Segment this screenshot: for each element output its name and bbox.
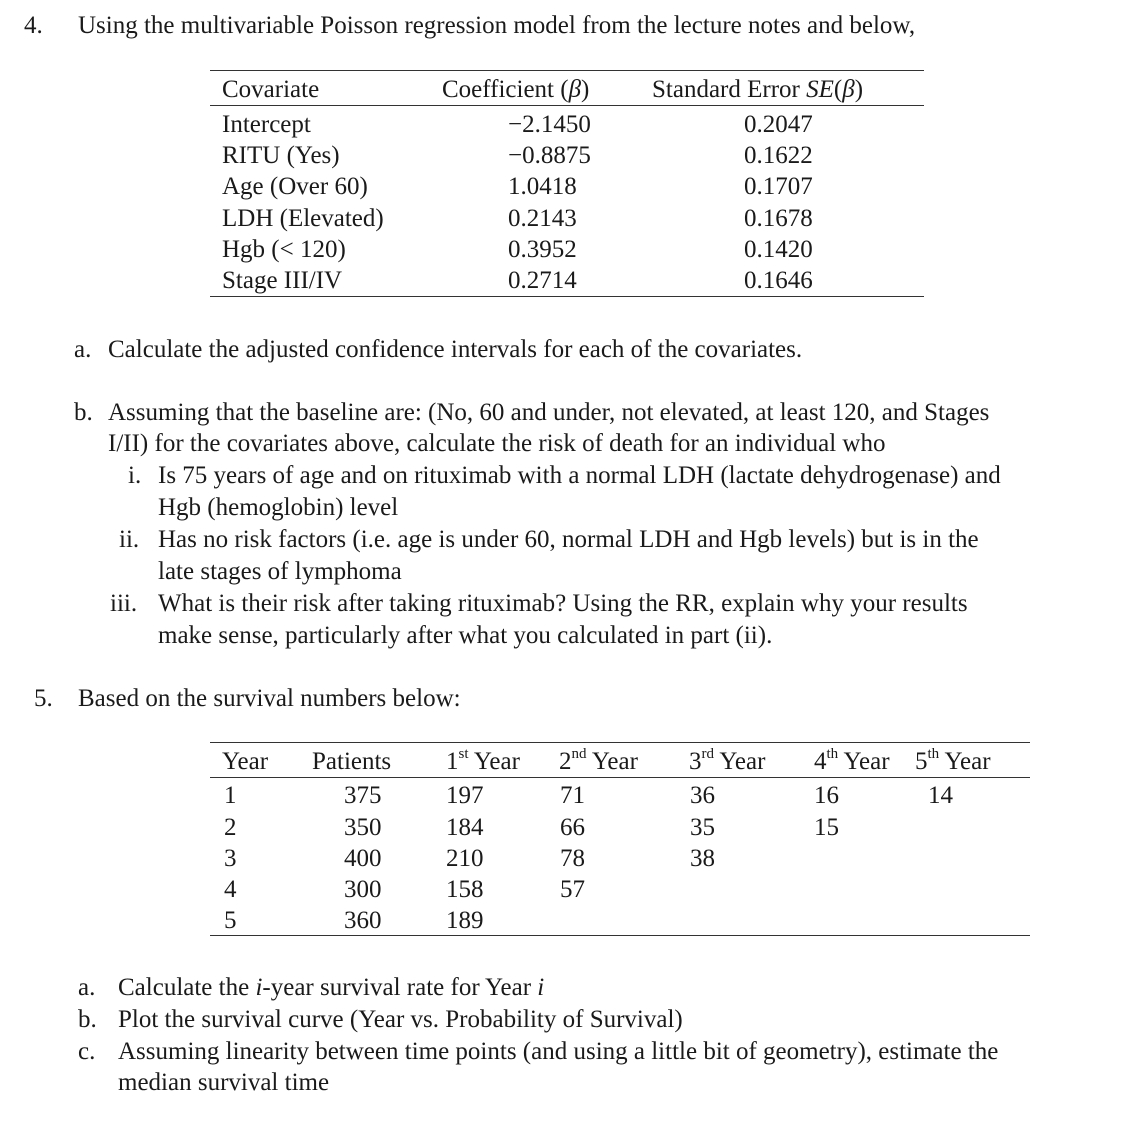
row-patients: 360: [344, 907, 382, 934]
row-year: 5: [224, 907, 237, 934]
table-rule-header: [210, 777, 1030, 778]
table-rule-top: [210, 742, 1030, 743]
row-year: 2: [224, 814, 237, 841]
row-standard-error: 0.1707: [744, 173, 813, 200]
q5-part-b-label: b.: [78, 1006, 97, 1033]
subpart-i-label: i.: [128, 462, 142, 489]
header-year-1: 1st Year: [446, 745, 520, 775]
row-coefficient: −0.8875: [508, 142, 591, 169]
table-rule-header: [210, 105, 924, 106]
subpart-ii-label: ii.: [119, 526, 140, 553]
header-coefficient: Coefficient (β): [442, 76, 590, 103]
row-year-2: 57: [560, 876, 585, 903]
row-year-1: 158: [446, 876, 484, 903]
row-year-3: 38: [690, 845, 715, 872]
row-coefficient: −2.1450: [508, 111, 591, 138]
header-patients: Patients: [312, 748, 392, 775]
row-year: 4: [224, 876, 237, 903]
row-covariate: Age (Over 60): [222, 173, 368, 200]
row-year-3: 36: [690, 782, 715, 809]
question-4-number: 4.: [24, 12, 43, 39]
q5-part-a-label: a.: [78, 974, 96, 1001]
table-rule-top: [210, 70, 924, 71]
header-year-3: 3rd Year: [689, 745, 766, 775]
row-covariate: LDH (Elevated): [222, 205, 384, 232]
q5-part-b-text: Plot the survival curve (Year vs. Probability of Survival): [118, 1006, 683, 1033]
header-year-5: 5th Year: [915, 745, 991, 775]
part-b-line2: I/II) for the covariates above, calculate the risk of death for an individual who: [108, 430, 886, 457]
row-standard-error: 0.1646: [744, 267, 813, 294]
row-coefficient: 1.0418: [508, 173, 577, 200]
q5-part-c-line1: Assuming linearity between time points (and using a little bit of geometry), estimate the: [118, 1038, 999, 1065]
row-year-1: 184: [446, 814, 484, 841]
table-rule-bottom: [210, 296, 924, 297]
row-year-1: 210: [446, 845, 484, 872]
q5-part-a-text: Calculate the i-year survival rate for Year i: [118, 974, 545, 1001]
subpart-i-line1: Is 75 years of age and on rituximab with a normal LDH (lactate dehydrogenase) and: [158, 462, 1001, 489]
row-covariate: Stage III/IV: [222, 267, 343, 294]
row-coefficient: 0.2714: [508, 267, 577, 294]
subpart-ii-line2: late stages of lymphoma: [158, 558, 402, 585]
q5-part-c-line2: median survival time: [118, 1069, 330, 1096]
row-year: 3: [224, 845, 237, 872]
subpart-i-line2: Hgb (hemoglobin) level: [158, 494, 399, 521]
header-covariate: Covariate: [222, 76, 320, 103]
row-coefficient: 0.2143: [508, 205, 577, 232]
row-covariate: Hgb (< 120): [222, 236, 346, 263]
subpart-iii-label: iii.: [110, 590, 138, 617]
row-year-3: 35: [690, 814, 715, 841]
row-year-4: 15: [814, 814, 839, 841]
row-covariate: Intercept: [222, 111, 311, 138]
row-standard-error: 0.1622: [744, 142, 813, 169]
q5-part-c-label: c.: [78, 1038, 96, 1065]
row-year-4: 16: [814, 782, 839, 809]
subpart-iii-line1: What is their risk after taking rituximab? Using the RR, explain why your results: [158, 590, 968, 617]
part-b-label: b.: [74, 399, 93, 426]
row-patients: 350: [344, 814, 382, 841]
row-patients: 375: [344, 782, 382, 809]
header-year: Year: [222, 748, 269, 775]
question-5-text: Based on the survival numbers below:: [78, 685, 461, 712]
question-4-text: Using the multivariable Poisson regression model from the lecture notes and below,: [78, 12, 916, 39]
row-patients: 300: [344, 876, 382, 903]
row-covariate: RITU (Yes): [222, 142, 340, 169]
row-patients: 400: [344, 845, 382, 872]
row-standard-error: 0.2047: [744, 111, 813, 138]
row-year-2: 71: [560, 782, 585, 809]
row-year-2: 66: [560, 814, 585, 841]
row-standard-error: 0.1420: [744, 236, 813, 263]
subpart-iii-line2: make sense, particularly after what you calculated in part (ii).: [158, 622, 773, 649]
subpart-ii-line1: Has no risk factors (i.e. age is under 60, normal LDH and Hgb levels) but is in the: [158, 526, 979, 553]
header-year-4: 4th Year: [814, 745, 890, 775]
part-a-text: Calculate the adjusted confidence intervals for each of the covariates.: [108, 336, 803, 363]
question-5-number: 5.: [34, 685, 53, 712]
header-standard-error: Standard Error SE(β): [652, 76, 864, 103]
part-a-label: a.: [74, 336, 92, 363]
row-coefficient: 0.3952: [508, 236, 577, 263]
header-year-2: 2nd Year: [559, 745, 638, 775]
row-year-5: 14: [928, 782, 953, 809]
table-rule-bottom: [210, 935, 1030, 936]
row-year-2: 78: [560, 845, 585, 872]
row-year-1: 197: [446, 782, 484, 809]
row-year: 1: [224, 782, 237, 809]
row-year-1: 189: [446, 907, 484, 934]
part-b-line1: Assuming that the baseline are: (No, 60 and under, not elevated, at least 120, and Stages: [108, 399, 990, 426]
row-standard-error: 0.1678: [744, 205, 813, 232]
